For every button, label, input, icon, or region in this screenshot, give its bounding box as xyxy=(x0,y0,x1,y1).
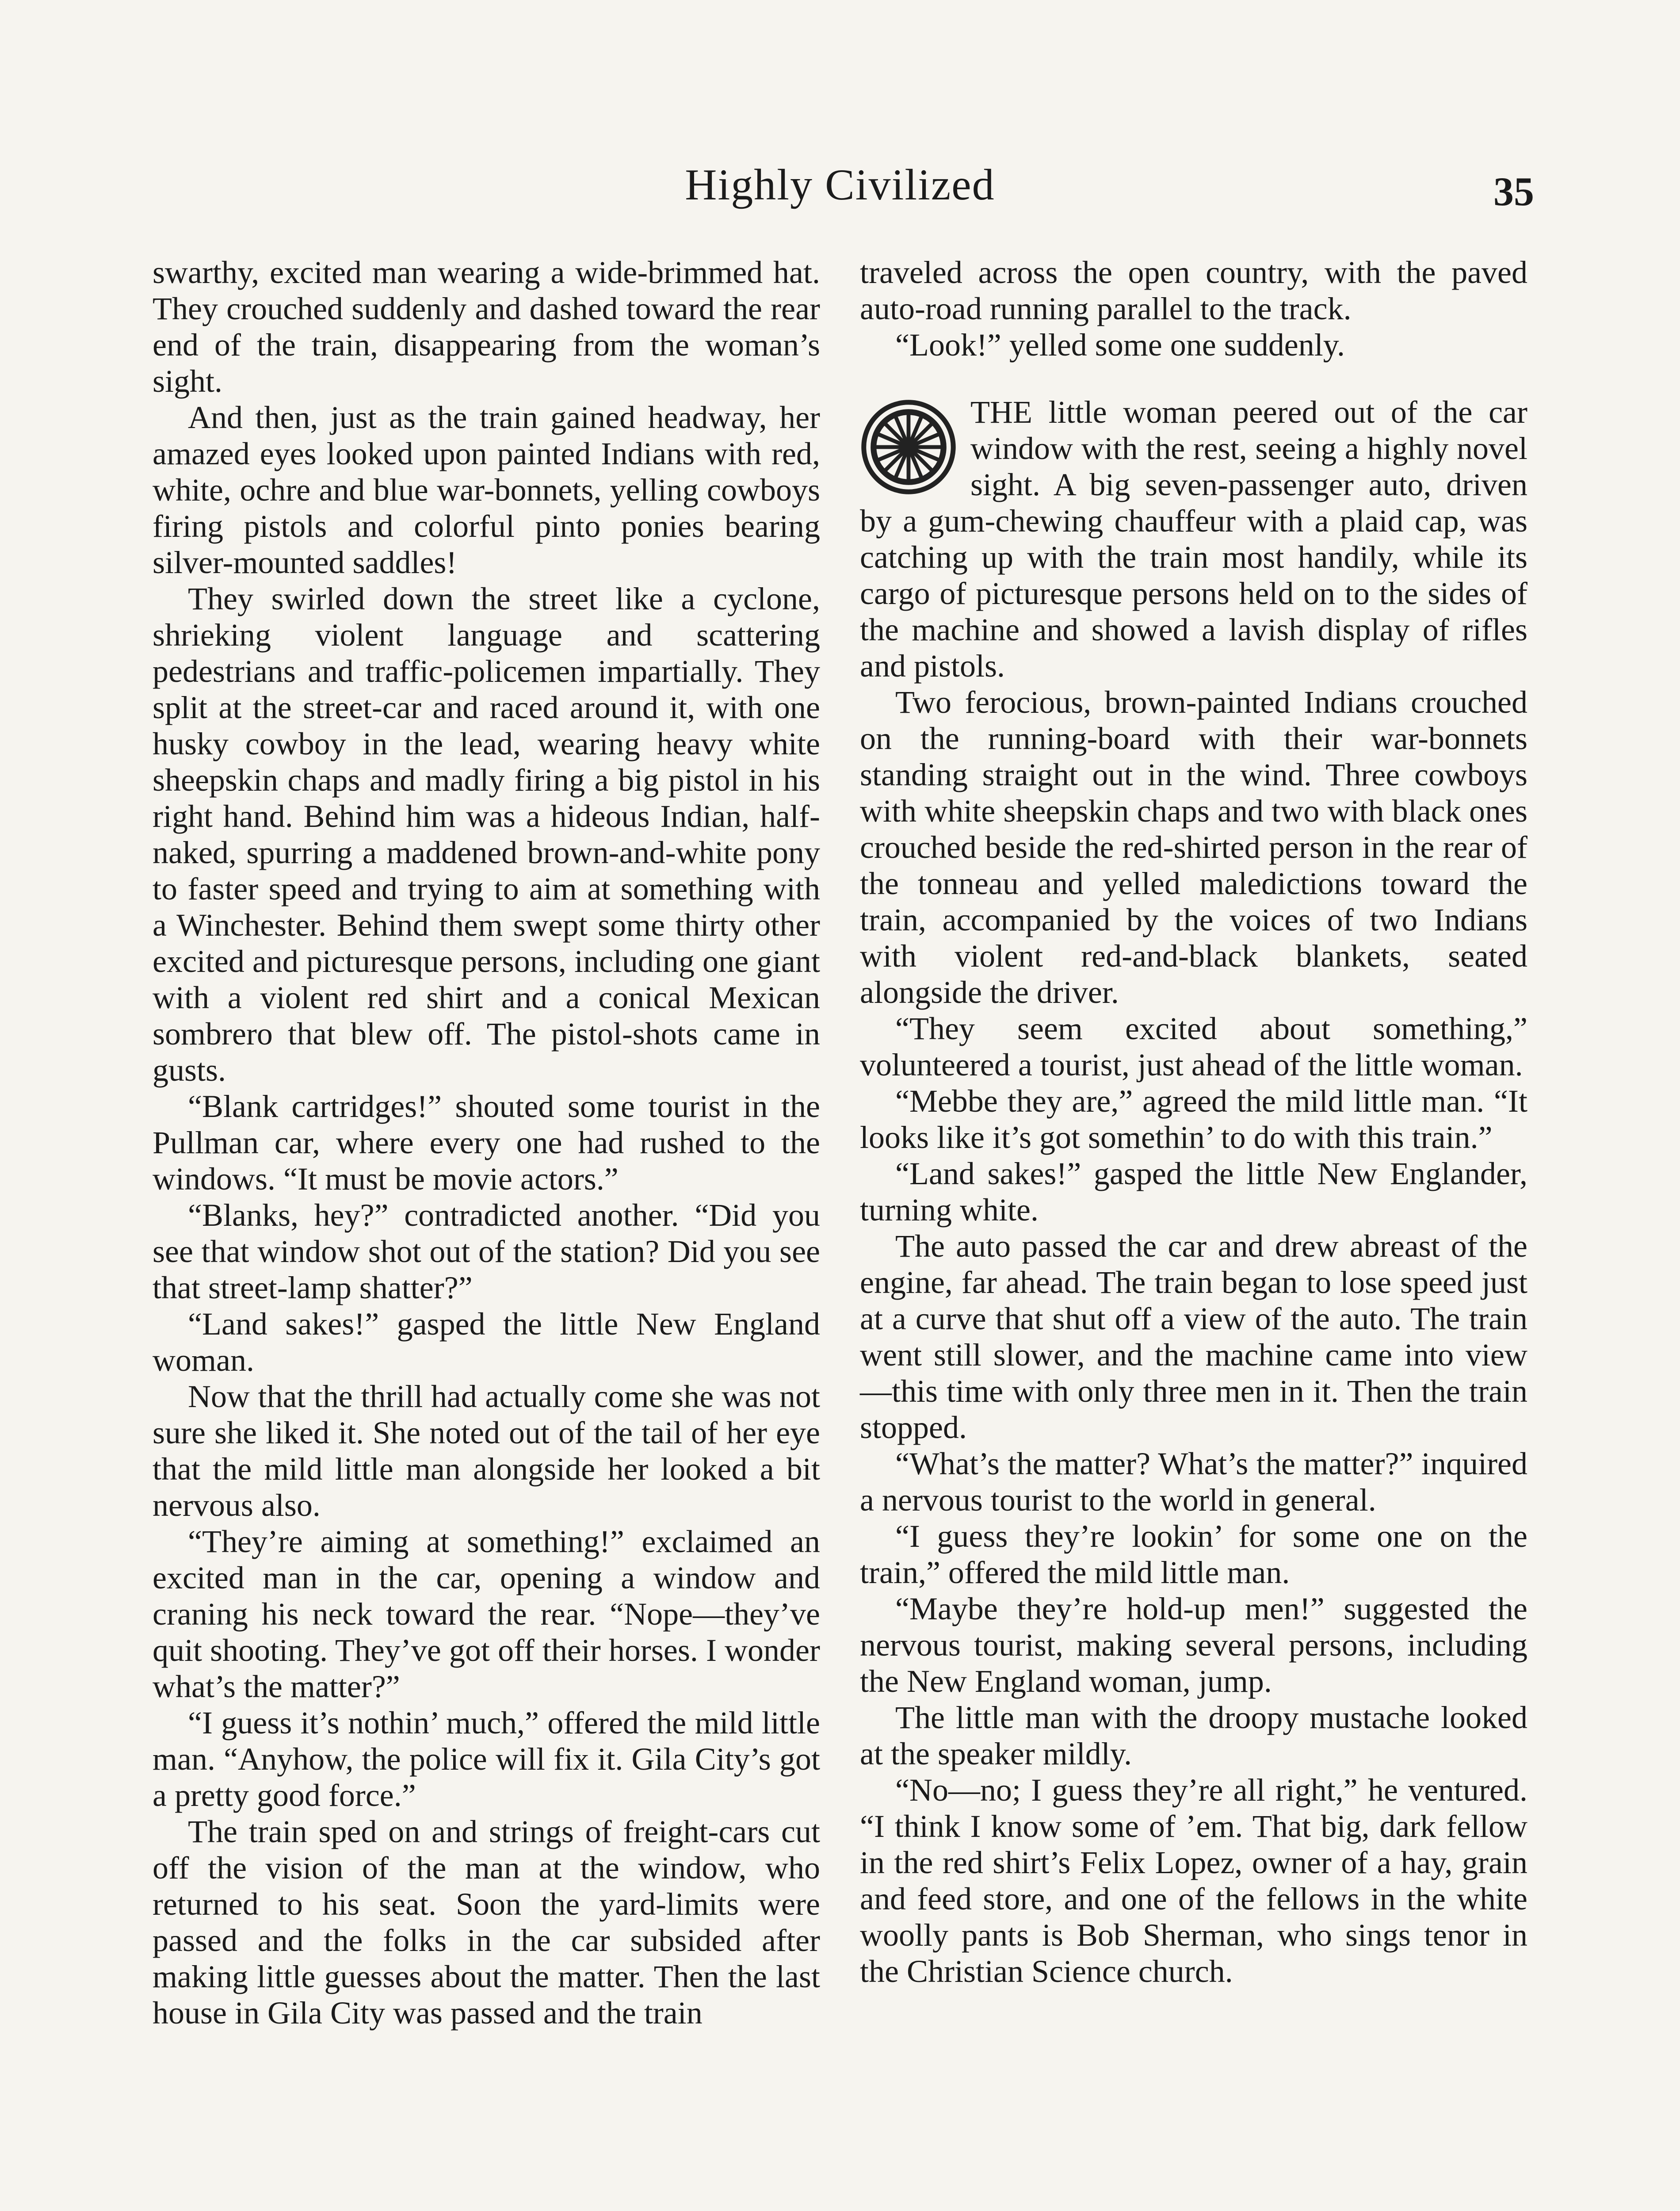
right-column xyxy=(860,254,1527,1989)
paragraph: The little man with the droopy mustache looked at the speaker mildly. xyxy=(860,1700,1527,1771)
section-opening xyxy=(860,394,1527,684)
paragraph: “Maybe they’re hold-up men!” suggested the nervous tourist, making several persons, including the New England woman, jump. xyxy=(860,1591,1527,1699)
paragraph: “I guess it’s nothin’ much,” offered the mild little man. “Anyhow, the police will fix it. Gila City’s got a pretty good force.” xyxy=(153,1705,820,1813)
running-title: Highly Civilized xyxy=(685,160,995,209)
page-number: 35 xyxy=(1493,169,1534,214)
paragraph: “Land sakes!” gasped the little New England woman. xyxy=(153,1306,820,1378)
paragraph: traveled across the open country, with the paved auto-road running parallel to the track. xyxy=(860,255,1527,326)
paragraph: “Blanks, hey?” contradicted another. “Did you see that window shot out of the station? Did you see that street-lamp shatter?” xyxy=(153,1197,820,1305)
paragraph: “They’re aiming at something!” exclaimed an excited man in the car, opening a window and craning his neck toward the rear. “Nope—they’ve quit shooting. They’ve got off their horses. I wonder what’s the matter?” xyxy=(153,1524,820,1704)
paragraph: And then, just as the train gained headway, her amazed eyes looked upon painted Indians with red, white, ochre and blue war-bonnets, yelling cowboys firing pistols and colorful pinto ponies bearing silver-mounted saddles! xyxy=(153,400,820,580)
paragraph: The auto passed the car and drew abreast of the engine, far ahead. The train began to lose speed just at a curve that shut off a view of the auto. The train went still slower, and the machine came into view—this time with only three men in it. Then the train stopped. xyxy=(860,1228,1527,1445)
paragraph: “I guess they’re lookin’ for some one on the train,” offered the mild little man. xyxy=(860,1519,1527,1590)
paragraph: “What’s the matter? What’s the matter?” inquired a nervous tourist to the world in general. xyxy=(860,1446,1527,1518)
section-break xyxy=(860,363,1527,394)
paragraph: The train sped on and strings of freight-cars cut off the vision of the man at the window, who returned to his seat. Soon the yard-limits were passed and the folks in the car subsided after making little guesses about the matter. Then the last house in Gila City was passed and the train xyxy=(153,1814,820,2031)
paragraph: “Blank cartridges!” shouted some tourist in the Pullman car, where every one had rushed to the windows. “It must be movie actors.” xyxy=(153,1089,820,1197)
paragraph: “Look!” yelled some one suddenly. xyxy=(895,327,1345,363)
paragraph: THE little woman peered out of the car window with the rest, seeing a highly novel sight. A big seven-passenger auto, driven by a gum-chewing chauffeur with a plaid cap, was catching up with the train most handily, while its cargo of picturesque persons held on to the sides of the machine and showed a lavish display of rifles and pistols. xyxy=(860,394,1527,684)
wagon-wheel-icon xyxy=(860,398,957,496)
paragraph: They swirled down the street like a cyclone, shrieking violent language and scattering pedestrians and traffic-policemen impartially. They split at the street-car and raced around it, with one husky cowboy in the lead, wearing heavy white sheepskin chaps and madly firing a big pistol in his right hand. Behind him was a hideous Indian, half-naked, spurring a maddened brown-and-white pony to faster speed and trying to aim at something with a Winchester. Behind them swept some thirty other excited and picturesque persons, including one giant with a violent red shirt and a conical Mexican sombrero that blew off. The pistol-shots came in gusts. xyxy=(153,581,820,1088)
left-column xyxy=(153,254,820,2031)
paragraph: “They seem excited about something,” volunteered a tourist, just ahead of the little woman. xyxy=(860,1011,1527,1083)
paragraph: “No—no; I guess they’re all right,” he ventured. “I think I know some of ’em. That big, dark fellow in the red shirt’s Felix Lopez, owner of a hay, grain and feed store, and one of the fellows in the white woolly pants is Bob Sherman, who sings tenor in the Christian Science church. xyxy=(860,1772,1527,1989)
paragraph: swarthy, excited man wearing a wide-brimmed hat. They crouched suddenly and dashed toward the rear end of the train, disappearing from the woman’s sight. xyxy=(153,255,820,399)
paragraph: “Land sakes!” gasped the little New Englander, turning white. xyxy=(860,1156,1527,1228)
paragraph: Now that the thrill had actually come she was not sure she liked it. She noted out of the tail of her eye that the mild little man alongside her looked a bit nervous also. xyxy=(153,1379,820,1523)
paragraph: Two ferocious, brown-painted Indians crouched on the running-board with their war-bonnets standing straight out in the wind. Three cowboys with white sheepskin chaps and two with black ones crouched beside the red-shirted person in the rear of the tonneau and yelled maledictions toward the train, accompanied by the voices of two Indians with violent red-and-black blankets, seated alongside the driver. xyxy=(860,685,1527,1010)
paragraph: “Mebbe they are,” agreed the mild little man. “It looks like it’s got somethin’ to do with this train.” xyxy=(860,1083,1527,1155)
